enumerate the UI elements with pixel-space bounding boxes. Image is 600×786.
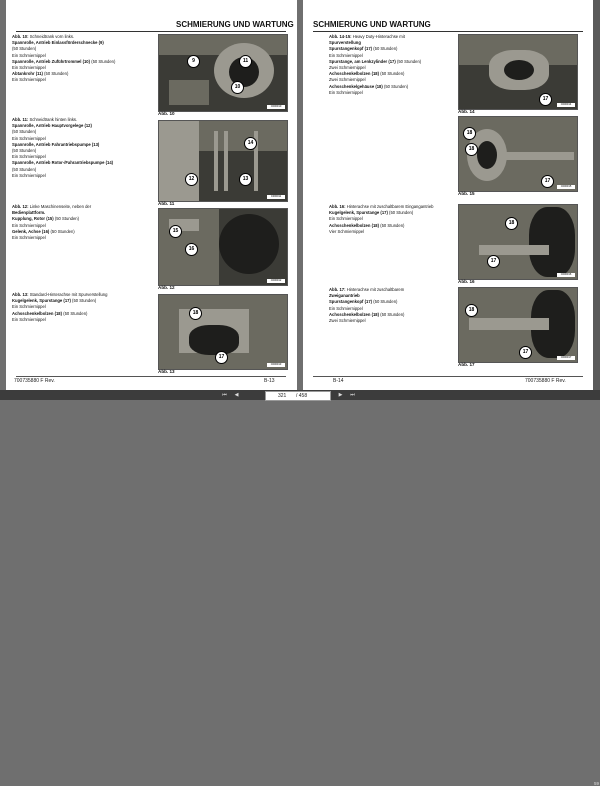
figure-id-tag: C000010 bbox=[267, 105, 285, 109]
text-line bbox=[329, 229, 469, 235]
text-line-lead: Achsschenkelbolzen (18) bbox=[329, 222, 381, 228]
text-line-lead: Abb. 11: bbox=[12, 117, 29, 122]
text-line-lead: (50 Stunden) bbox=[12, 166, 37, 172]
footer-rule bbox=[313, 376, 583, 377]
text-line-rest: (50 Stunden) bbox=[44, 71, 69, 77]
text-line-lead: Ein Schmiernippel bbox=[12, 222, 46, 228]
text-line bbox=[12, 317, 152, 323]
text-block-abb11 bbox=[12, 117, 152, 179]
callout: 17 bbox=[487, 255, 500, 268]
left-page bbox=[6, 0, 297, 390]
viewer-scrollbar[interactable] bbox=[593, 0, 600, 390]
figure-caption: Abb. 10 bbox=[158, 111, 175, 116]
footer-doc-number: 700735880 F Rev. bbox=[525, 378, 566, 384]
text-line-lead: Abb. 17: bbox=[329, 287, 346, 292]
page-header: SCHMIERUNG UND WARTUNG bbox=[313, 20, 431, 29]
figure-abb17 bbox=[458, 287, 578, 363]
text-block-abb10 bbox=[12, 34, 152, 84]
callout: 17 bbox=[215, 351, 228, 364]
figure-caption: Abb. 17 bbox=[458, 362, 475, 367]
text-line-lead: Zwei Schmiernippel bbox=[329, 318, 366, 324]
text-line-lead: Spannrolle, Antrieb Hauptvorgelege (12) bbox=[12, 123, 92, 129]
text-line-lead: Zweiganantrieb bbox=[329, 293, 360, 299]
text-line-lead: Vier Schmiernippel bbox=[329, 228, 365, 234]
text-line bbox=[12, 77, 152, 83]
footer-page-number: B-14 bbox=[333, 378, 344, 384]
callout: 18 bbox=[465, 143, 478, 156]
figure-abb14 bbox=[458, 34, 578, 110]
figure-caption: Abb. 14 bbox=[458, 109, 475, 114]
text-line bbox=[329, 318, 469, 324]
callout: 14 bbox=[244, 137, 257, 150]
zoom-level[interactable]: 59 bbox=[593, 781, 599, 786]
viewer-toolbar bbox=[0, 390, 600, 786]
figure-caption: Abb. 11 bbox=[158, 201, 175, 206]
text-line-rest: (50 Stunden) bbox=[380, 311, 405, 317]
text-line-lead: Achsschenkelbolzen (18) bbox=[329, 311, 381, 317]
text-block-abb12 bbox=[12, 204, 152, 241]
prev-page-button[interactable]: ◀ bbox=[234, 392, 239, 398]
figure-abb10 bbox=[158, 34, 288, 112]
text-line-lead: Ein Schmiernippel bbox=[12, 52, 46, 58]
callout: 13 bbox=[239, 173, 252, 186]
figure-abb13 bbox=[158, 294, 288, 370]
text-line-lead: Zwei Schmiernippel bbox=[329, 65, 366, 71]
text-line-lead: Kugelgelenk, Spurstange (17) bbox=[329, 210, 390, 216]
text-line-lead: Zwei Schmiernippel bbox=[329, 77, 366, 83]
text-line-rest: (50 Stunden) bbox=[380, 222, 405, 228]
text-line-rest: (50 Stunden) bbox=[396, 58, 422, 64]
text-line bbox=[12, 173, 152, 179]
text-line-rest: (50 Stunden) bbox=[50, 228, 75, 234]
callout: 16 bbox=[185, 243, 198, 256]
text-line-lead: Spannrolle, Antrieb Fahrantriebspumpe (13) bbox=[12, 141, 100, 147]
callout: 18 bbox=[463, 127, 476, 140]
text-line-lead: Ein Schmiernippel bbox=[329, 216, 363, 222]
text-line-lead: Achsschenkelgehäuse (18) bbox=[329, 83, 384, 89]
figure-caption: Abb. 16 bbox=[458, 279, 475, 284]
text-line-lead: Abb. 13: bbox=[12, 292, 29, 297]
text-line-lead: Spurstangenkopf (17) bbox=[329, 46, 374, 52]
text-line-rest: (50 Stunden) bbox=[91, 58, 116, 64]
text-line-lead: Spannrolle, Antrieb Rotor-/Fahrantriebspumpe (14) bbox=[12, 160, 114, 166]
callout: 18 bbox=[189, 307, 202, 320]
text-line-rest: Hinterachse mit zuschaltbarem Eingangantrieb bbox=[345, 204, 434, 209]
text-line-lead: Kupplung, Rotor (15) bbox=[12, 216, 55, 222]
text-line-lead: Ein Schmiernippel bbox=[329, 52, 363, 58]
text-line-lead: Ein Schmiernippel bbox=[12, 77, 46, 83]
text-line-rest: (50 Stunden) bbox=[383, 83, 409, 89]
callout: 11 bbox=[239, 55, 252, 68]
callout: 15 bbox=[169, 225, 182, 238]
text-line-lead: Abb. 14-15: bbox=[329, 34, 352, 39]
text-line-lead: Ein Schmiernippel bbox=[12, 154, 46, 160]
footer-doc-number: 700735880 F Rev. bbox=[14, 378, 55, 384]
text-line-lead: (50 Stunden) bbox=[12, 129, 37, 135]
callout: 9 bbox=[187, 55, 200, 68]
text-block-abb16 bbox=[329, 204, 469, 235]
text-line-rest: Hinterachse mit zuschaltbarem bbox=[345, 287, 405, 292]
figure-caption: Abb. 13 bbox=[158, 369, 175, 374]
page-header: SCHMIERUNG UND WARTUNG bbox=[176, 20, 294, 29]
text-line-lead: Ein Schmiernippel bbox=[12, 235, 46, 241]
text-line-lead: Spurstange, am Lenkzylinder (17) bbox=[329, 58, 397, 64]
text-line bbox=[12, 235, 152, 241]
text-line-lead: Spurstangenkopf (17) bbox=[329, 299, 374, 305]
text-line-rest: (50 Stunden) bbox=[380, 71, 405, 77]
page-current[interactable]: 321 bbox=[278, 393, 287, 399]
text-line-lead: (50 Stunden) bbox=[12, 46, 37, 52]
figure-caption: Abb. 15 bbox=[458, 191, 475, 196]
text-line-lead: Kugelgelenk, Spurstange (17) bbox=[12, 298, 73, 304]
header-rule bbox=[313, 31, 583, 32]
text-line-rest: Schneidtrank hinten links. bbox=[28, 117, 78, 122]
text-line-rest: (50 Stunden) bbox=[389, 210, 414, 216]
figure-caption: Abb. 12 bbox=[158, 285, 175, 290]
figure-id-tag: C000013 bbox=[267, 363, 285, 367]
header-rule bbox=[16, 31, 286, 32]
text-line-lead: Spannrolle, Antrieb Zuführtrommel (10) bbox=[12, 58, 92, 64]
callout: 17 bbox=[541, 175, 554, 188]
callout: 18 bbox=[505, 217, 518, 230]
callout: 17 bbox=[519, 346, 532, 359]
footer-rule bbox=[16, 376, 286, 377]
text-line-lead: Ein Schmiernippel bbox=[329, 89, 363, 95]
footer-page-number: B-13 bbox=[264, 378, 275, 384]
text-line-lead: Spannrolle, Antrieb Einlassförderschnecke (9) bbox=[12, 40, 104, 46]
callout: 12 bbox=[185, 173, 198, 186]
text-line-lead: Ein Schmiernippel bbox=[12, 172, 46, 178]
text-line-lead: (50 Stunden) bbox=[12, 148, 37, 154]
figure-id-tag: C000012 bbox=[267, 279, 285, 283]
text-line-lead: Ein Schmiernippel bbox=[329, 305, 363, 311]
figure-abb16 bbox=[458, 204, 578, 280]
text-line-rest: Schneidtrank vorn links. bbox=[28, 34, 75, 39]
text-line-lead: Bedienplattform. bbox=[12, 210, 46, 216]
text-line-lead: Spurverstellung bbox=[329, 40, 361, 46]
figure-id-tag: C000016 bbox=[557, 273, 575, 277]
figure-id-tag: C000015 bbox=[557, 185, 575, 189]
next-page-button[interactable]: ▶ bbox=[338, 392, 343, 398]
callout: 17 bbox=[539, 93, 552, 106]
callout: 10 bbox=[231, 81, 244, 94]
text-line-rest: Linke Maschinenseite, neben der bbox=[28, 204, 92, 209]
text-line-rest: Heavy Duty-Hinterachse mit bbox=[351, 34, 405, 39]
first-page-button[interactable]: ⏮ bbox=[222, 392, 227, 398]
text-line-lead: Gelenk, Achse (16) bbox=[12, 228, 51, 234]
right-page bbox=[303, 0, 593, 390]
text-line-rest: (50 Stunden) bbox=[373, 46, 398, 52]
figure-id-tag: C000014 bbox=[557, 103, 575, 107]
text-block-abb14-15 bbox=[329, 34, 469, 96]
text-line-lead: Abb. 16: bbox=[329, 204, 346, 209]
text-line-rest: Standard-Hinterachse mit Spurverstellung bbox=[28, 292, 108, 297]
callout: 18 bbox=[465, 304, 478, 317]
figure-id-tag: C000011 bbox=[267, 195, 285, 199]
text-line-lead: Ein Schmiernippel bbox=[12, 135, 46, 141]
figure-id-tag: C000017 bbox=[557, 356, 575, 360]
text-line-rest: (50 Stunden) bbox=[63, 310, 88, 316]
text-line-lead: Achsschenkelbolzen (18) bbox=[12, 310, 64, 316]
text-line bbox=[329, 90, 469, 96]
text-line-lead: Ein Schmiernippel bbox=[12, 316, 46, 322]
text-line-lead: Ein Schmiernippel bbox=[12, 304, 46, 310]
figure-abb15 bbox=[458, 116, 578, 192]
text-line-rest: (50 Stunden) bbox=[72, 298, 97, 304]
last-page-button[interactable]: ⏭ bbox=[350, 392, 355, 398]
text-line-lead: Achsschenkelbolzen (18) bbox=[329, 71, 381, 77]
figure-abb12 bbox=[158, 208, 288, 286]
text-line-lead: Abb. 12: bbox=[12, 204, 29, 209]
text-line-lead: Ein Schmiernippel bbox=[12, 65, 46, 71]
text-line-lead: Abb. 10: bbox=[12, 34, 29, 39]
text-line-rest: (50 Stunden) bbox=[54, 216, 80, 222]
text-line-lead: Abtankrohr (11) bbox=[12, 71, 45, 77]
figure-abb11 bbox=[158, 120, 288, 202]
text-block-abb17 bbox=[329, 287, 469, 324]
text-line-rest: (50 Stunden) bbox=[373, 299, 398, 305]
page-total: / 458 bbox=[296, 393, 308, 399]
text-block-abb13 bbox=[12, 292, 152, 323]
